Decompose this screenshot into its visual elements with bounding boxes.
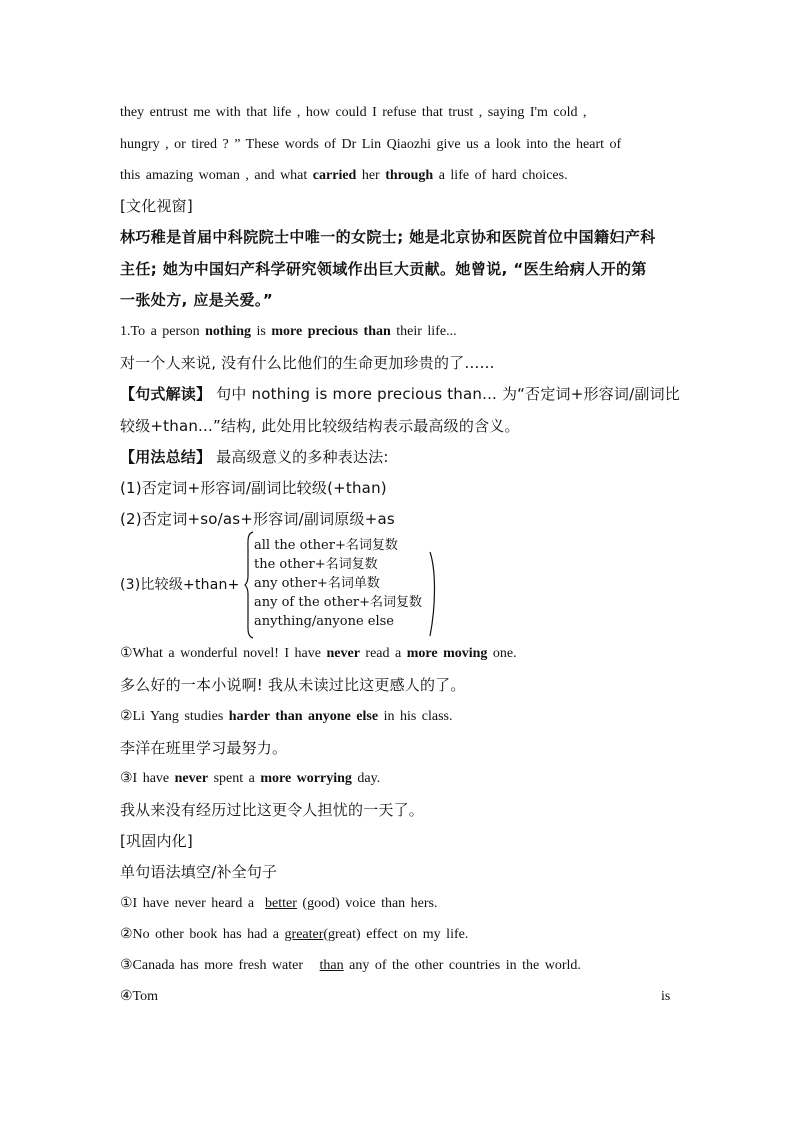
culture-line-2: 主任; 她为中国妇产科学研究领域作出巨大贡献。她曾说, “医生给病人开的第 (120, 260, 647, 278)
bold-word: more moving (406, 646, 488, 661)
example-text: ③I have (120, 771, 175, 786)
exercise-header: [巩固内化] (120, 832, 193, 850)
answer-blank: greater (284, 927, 324, 942)
exercise-q4: ④Tom (120, 989, 159, 1004)
exercise-title: 单句语法填空/补全句子 (120, 863, 278, 881)
analysis-text: 句中 nothing is more precious than... 为“否定词+形容词/副词比 (211, 385, 680, 403)
culture-line-1: 林巧稚是首届中科院院士中唯一的女院士; 她是北京协和医院首位中国籍妇产科 (120, 228, 656, 246)
culture-line-3: 一张处方, 应是关爱。” (120, 291, 274, 309)
bold-word: through (385, 168, 434, 183)
bold-word: never (174, 771, 209, 786)
example-text: ②Li Yang studies (120, 709, 229, 724)
example-text: spent a (208, 771, 261, 786)
bold-word: more worrying (260, 771, 352, 786)
example-2 (120, 708, 453, 726)
question-text: ③Canada has more fresh water (120, 958, 309, 973)
analysis-line-2: 较级+than...”结构, 此处用比较级结构表示最高级的含义。 (120, 417, 520, 435)
intro-text: a life of hard choices. (433, 168, 568, 183)
intro-line-1: they entrust me with that life , how could I refuse that trust , saying I'm cold , (120, 105, 587, 120)
example-2-translation: 李洋在班里学习最努力。 (120, 739, 288, 757)
example-text: day. (351, 771, 381, 786)
sentence-1-translation: 对一个人来说, 没有什么比他们的生命更加珍贵的了…… (120, 354, 495, 372)
example-1-translation: 多么好的一本小说啊! 我从未读过比这更感人的了。 (120, 676, 466, 694)
option-item: any of the other+名词复数 (254, 595, 423, 610)
usage-text: 最高级意义的多种表达法: (211, 448, 389, 466)
bold-word: anyone else (308, 709, 379, 724)
sentence-1 (120, 323, 457, 341)
right-paren-icon (428, 530, 438, 640)
answer-blank: better (265, 896, 297, 911)
question-text: (great) effect on my life. (323, 927, 469, 942)
bold-word: nothing (205, 324, 252, 339)
intro-line-3 (120, 167, 568, 185)
example-3 (120, 770, 380, 788)
example-text: read a (359, 646, 407, 661)
exercise-q1 (120, 895, 438, 913)
example-text: ①What a wonderful novel! I have (120, 646, 327, 661)
question-text: ②No other book has had a (120, 927, 285, 942)
culture-header: [文化视窗] (120, 197, 193, 215)
usage-label: 【用法总结】 (120, 448, 212, 466)
sentence-text: 1.To a person (120, 324, 206, 339)
example-text: in his class. (378, 709, 453, 724)
sentence-text: their life... (390, 324, 457, 339)
bold-word: never (326, 646, 360, 661)
bold-word: carried (312, 168, 357, 183)
exercise-q2 (120, 926, 468, 944)
option-item: anything/anyone else (254, 614, 395, 629)
intro-text: this amazing woman , and what (120, 168, 313, 183)
question-text: ①I have never heard a (120, 896, 260, 911)
sentence-text: is (251, 324, 272, 339)
bold-word: harder than (228, 709, 303, 724)
usage-item-3 (120, 530, 450, 640)
exercise-q3 (120, 957, 581, 975)
usage-item-2: (2)否定词+so/as+形容词/副词原级+as (120, 510, 395, 528)
usage-line (120, 448, 389, 466)
usage-item-1: (1)否定词+形容词/副词比较级(+than) (120, 479, 387, 497)
usage-item-3-label: (3)比较级+than+ (120, 577, 240, 593)
analysis-line-1 (120, 385, 680, 403)
question-text: any of the other countries in the world. (343, 958, 581, 973)
intro-line-2: hungry , or tired ? ” These words of Dr Lin Qiaozhi give us a look into the heart of (120, 137, 622, 152)
example-3-translation: 我从来没有经历过比这更令人担忧的一天了。 (120, 801, 425, 819)
bold-word: more precious than (271, 324, 391, 339)
option-item: all the other+名词复数 (254, 538, 398, 553)
question-text: (good) voice than hers. (302, 896, 438, 911)
example-text: one. (487, 646, 517, 661)
intro-text: her (356, 168, 386, 183)
option-item: the other+名词复数 (254, 557, 378, 572)
answer-blank: than (319, 958, 344, 973)
example-1 (120, 645, 517, 663)
analysis-label: 【句式解读】 (120, 385, 212, 403)
option-item: any other+名词单数 (254, 576, 380, 591)
usage-item-3-options (254, 536, 422, 631)
left-brace-icon (244, 530, 254, 640)
exercise-q4-end: is (661, 989, 671, 1004)
